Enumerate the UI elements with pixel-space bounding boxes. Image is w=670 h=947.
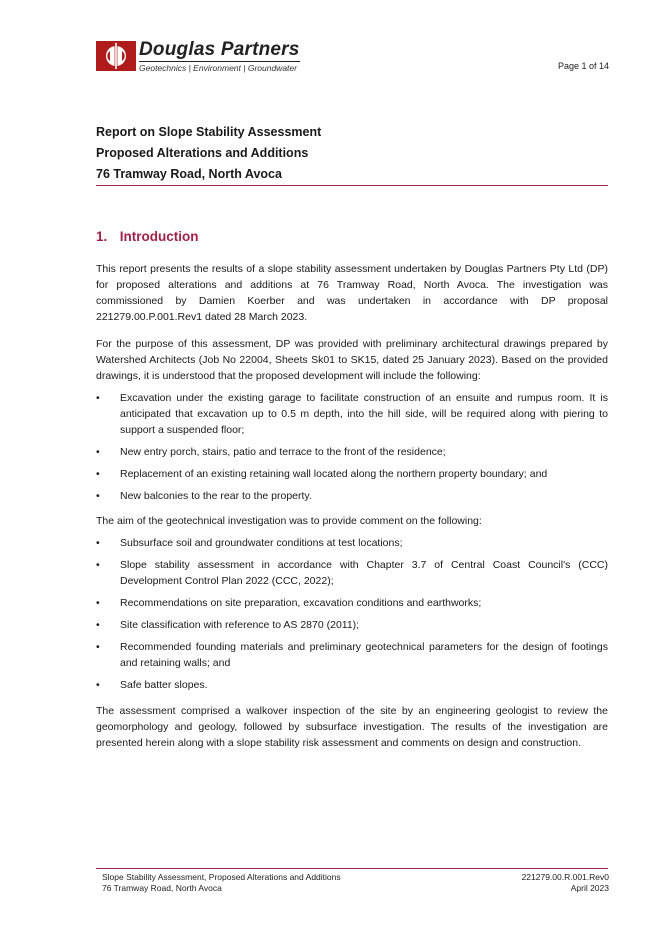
brand-tagline: Geotechnics | Environment | Groundwater <box>139 63 297 73</box>
footer-report-number: 221279.00.R.001.Rev0 <box>521 872 609 882</box>
title-divider <box>96 185 608 186</box>
paragraph-aim: The aim of the geotechnical investigation was to provide comment on the following: <box>96 515 482 527</box>
footer-report-title: Slope Stability Assessment, Proposed Alterations and Additions <box>102 872 341 882</box>
footer-date: April 2023 <box>570 883 609 893</box>
footer-divider <box>96 868 608 869</box>
footer-address: 76 Tramway Road, North Avoca <box>102 883 222 893</box>
paragraph-intro: This report presents the results of a slope stability assessment undertaken by Douglas Partners Pty Ltd (DP) for proposed alterations and additions at 76 Tramway Road, North Avoca. The investigation was commissioned by Damien Koerber and was undertaken in accordance with DP proposal 221279.00.P.001.Rev1 dated 28 March 2023. <box>96 263 608 323</box>
title-line-3: 76 Tramway Road, North Avoca <box>96 167 282 181</box>
brand-divider <box>139 61 300 62</box>
bullet-icon: • <box>96 490 100 502</box>
list-item: • Slope stability assessment in accordance with Chapter 3.7 of Central Coast Council's (CCC) Development Control Plan 2022 (CCC, 2022); <box>96 559 608 587</box>
paragraph-drawings: For the purpose of this assessment, DP was provided with preliminary architectural drawings prepared by Watershed Architects (Job No 22004, Sheets Sk01 to SK15, dated 25 January 2023). Based on the provided drawings, it is understood that the proposed development will include the following: <box>96 338 608 382</box>
bullet-icon: • <box>96 446 100 458</box>
bullet-icon: • <box>96 392 100 404</box>
list-item: • Recommendations on site preparation, excavation conditions and earthworks; <box>96 597 482 609</box>
development-list <box>96 390 608 504</box>
section-number: 1. <box>96 229 108 244</box>
list-item: • Site classification with reference to AS 2870 (2011); <box>96 619 360 631</box>
page-number: Page 1 of 14 <box>557 61 609 71</box>
bullet-icon: • <box>96 641 100 653</box>
bullet-icon: • <box>96 468 100 480</box>
list-item: • Excavation under the existing garage to facilitate construction of an ensuite and rumpus room. It is anticipated that excavation up to 0.5 m depth, into the hill side, will be required along with piering to support a suspended floor; <box>96 392 608 436</box>
douglas-partners-logo-icon <box>96 41 136 71</box>
list-item: • New entry porch, stairs, patio and terrace to the front of the residence; <box>96 446 446 458</box>
paragraph-assessment: The assessment comprised a walkover inspection of the site by an engineering geologist to review the geomorphology and geology, followed by subsurface investigation. The results of the investigation are presented herein along with a slope stability risk assessment and comments on design and construction. <box>96 705 608 749</box>
footer-left <box>102 872 341 894</box>
bullet-icon: • <box>96 559 100 571</box>
list-item: • Safe batter slopes. <box>96 679 208 691</box>
brand-name: Douglas Partners <box>139 39 300 60</box>
aims-list <box>96 535 608 693</box>
section-body <box>96 261 608 751</box>
list-item: • Recommended founding materials and preliminary geotechnical parameters for the design of footings and retaining walls; and <box>96 641 608 669</box>
list-item: • New balconies to the rear to the property. <box>96 490 312 502</box>
bullet-icon: • <box>96 619 100 631</box>
section-heading <box>96 229 199 244</box>
title-line-2: Proposed Alterations and Additions <box>96 146 309 160</box>
title-line-1: Report on Slope Stability Assessment <box>96 125 322 139</box>
section-title: Introduction <box>119 229 199 244</box>
list-item: • Subsurface soil and groundwater conditions at test locations; <box>96 537 403 549</box>
bullet-icon: • <box>96 537 100 549</box>
bullet-icon: • <box>96 679 100 691</box>
report-title <box>96 122 608 185</box>
list-item: • Replacement of an existing retaining wall located along the northern property boundary; and <box>96 468 548 480</box>
bullet-icon: • <box>96 597 100 609</box>
company-logo <box>96 40 300 73</box>
footer-right <box>522 872 609 894</box>
